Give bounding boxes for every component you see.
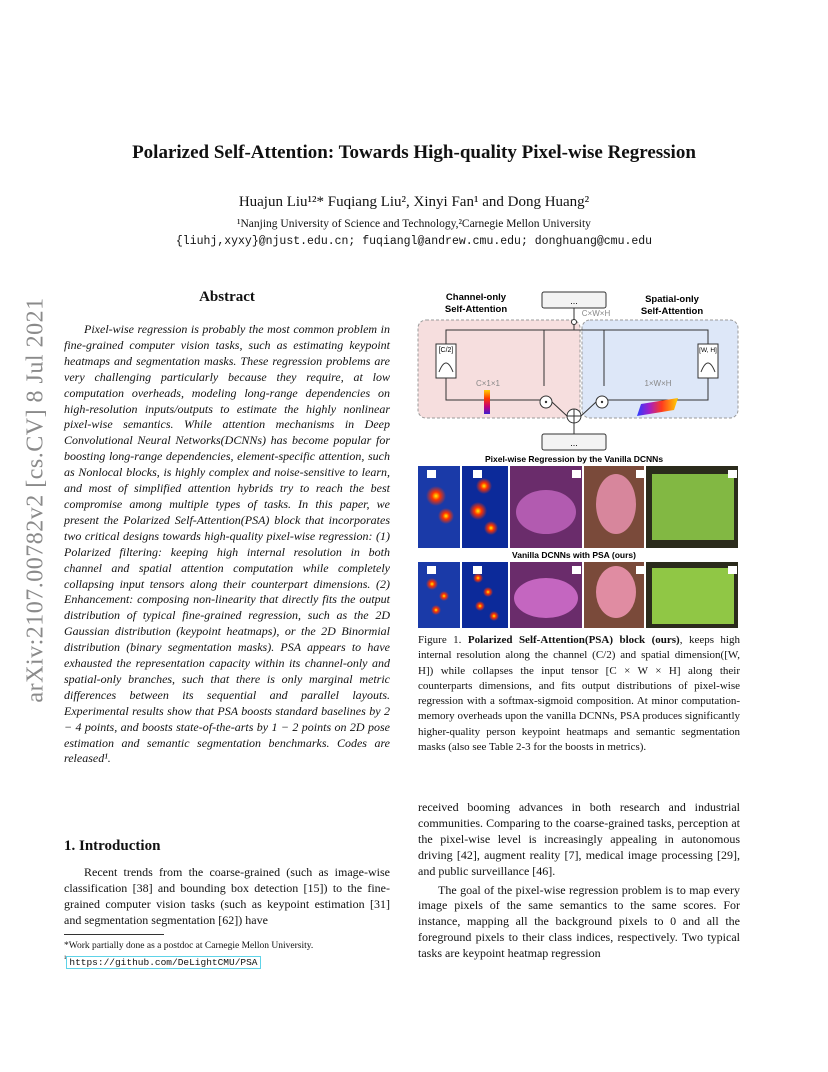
spatial-label-1: Spatial-only	[645, 294, 699, 305]
right-column-text	[418, 800, 740, 962]
spatial-label-2: Self-Attention	[640, 306, 704, 317]
spatial-wh: [W, H]	[699, 347, 717, 354]
input-box-label: ...	[570, 296, 578, 306]
caption-bold: Polarized Self-Attention(PSA) block (ours)	[467, 634, 680, 646]
code-link[interactable]: https://github.com/DeLightCMU/PSA	[66, 956, 260, 969]
vanilla-result-row	[418, 466, 738, 548]
figure-caption	[418, 633, 740, 755]
channel-weights-bar	[484, 390, 490, 414]
affiliations: ¹Nanjing University of Science and Technology,²Carnegie Mellon University	[237, 218, 591, 230]
abstract-text: Pixel-wise regression is probably the most common problem in fine-grained computer vision tasks, such as estimating keypoint heatmaps and segmentation masks. These regression problems are very challenging particularly because they require, at low computation overheads, modeling long-range dependencies on high-resolution inputs/outputs to estimate the highly nonlinear pixel-wise semantics. While attention mechanisms in Deep Convolutional Neural Networks(DCNNs) has become popular for boosting long-range dependencies, element-specific attention, such as Nonlocal blocks, is highly complex and noise-sensitive to learn, and most of simplified attention hybrids try to reach the best compromise among multiple types of tasks. In this paper, we present the Polarized Self-Attention(PSA) block that incorporates two critical designs towards high-quality pixel-wise regression: (1) Polarized filtering: keeping high internal resolution in both channel and spatial attention computation while completely collapsing input tensors along their counterpart dimensions. (2) Enhancement: composing non-linearity that directly fits the output distribution of typical fine-grained regression, such as the 2D Gaussian distribution (keypoint heatmaps), or the 2D Binormial distribution (binary segmentation masks). PSA appears to have exhausted the representation capacity within its channel-only and spatial-only branches, such that there is only marginal metric differences between its sequential and parallel layouts. Experimental results show that PSA boosts standard baselines by 2 − 4 points, and boosts state-of-the-arts by 1 − 2 points on 2D pose estimation and semantic segmentation benchmarks. Codes are released¹.	[64, 322, 390, 766]
intro-text: Recent trends from the coarse-grained (such as image-wise classification [38] and bounding box detection [15]) to the fine-grained computer vision tasks (such as keypoint estimation [31] and segmentation segmentation [62]) have	[64, 865, 390, 927]
row2-title: Vanilla DCNNs with PSA (ours)	[512, 550, 636, 560]
footnote-star: *Work partially done as a postdoc at Carnegie Mellon University.	[64, 941, 314, 951]
right-paragraph-2: The goal of the pixel-wise regression problem is to map every image pixels of the same semantics to the same scores. For instance, mapping all the background pixels to 0 and all the foreground pixels to their class indices, respectively. Two typical tasks are keypoint heatmap regression	[418, 882, 740, 961]
figure-psa-block	[416, 286, 740, 628]
output-box-label: ...	[570, 438, 578, 448]
intro-heading: 1. Introduction	[64, 838, 161, 854]
author-emails: {liuhj,xyxy}@njust.edu.cn; fuqiangl@andrew.cmu.edu; donghuang@cmu.edu	[175, 235, 653, 248]
abstract-heading: Abstract	[199, 289, 255, 305]
input-dims: C×W×H	[581, 309, 611, 318]
channel-c11: C×1×1	[475, 379, 501, 388]
author-list: Huajun Liu¹²* Fuqiang Liu², Xinyi Fan¹ and Dong Huang²	[238, 194, 590, 210]
spatial-1wh: 1×W×H	[644, 379, 672, 388]
channel-label-2: Self-Attention	[444, 304, 508, 315]
footnote-mark: ¹	[64, 954, 67, 963]
arxiv-sidebar	[6, 297, 66, 703]
footnote-url-line	[64, 953, 394, 969]
psa-result-row	[418, 562, 738, 628]
right-paragraph-1: received booming advances in both research and industrial communities. Comparing to the coarse-grained tasks, perception at the pixel-wise level is increasingly appealing in autonomous driving [42], augment reality [7], medical image processing [29], and public surveillance [46].	[418, 800, 740, 878]
row1-title: Pixel-wise Regression by the Vanilla DCNNs	[484, 454, 664, 464]
channel-c2: [C/2]	[438, 347, 454, 354]
caption-label: Figure 1.	[418, 634, 462, 646]
caption-text: , keeps high internal resolution along the channel (C/2) and spatial dimension([W, H]) while collapses the input tensor [C × W × H] along their counterparts dimensions, and fits output distributions of pixel-wise regression with a softmax-sigmoid composition. At minor computation-memory overheads upon the vanilla DCNNs, PSA produces significantly higher-quality person keypoint heatmaps and semantic segmentation masks (also see Table 2-3 for the boosts in metrics).	[418, 634, 740, 754]
footnote-rule	[64, 934, 164, 935]
channel-label-1: Channel-only	[445, 292, 507, 303]
arxiv-id: arXiv:2107.00782v2 [cs.CV] 8 Jul 2021	[22, 297, 49, 703]
paper-title: Polarized Self-Attention: Towards High-quality Pixel-wise Regression	[132, 142, 696, 163]
